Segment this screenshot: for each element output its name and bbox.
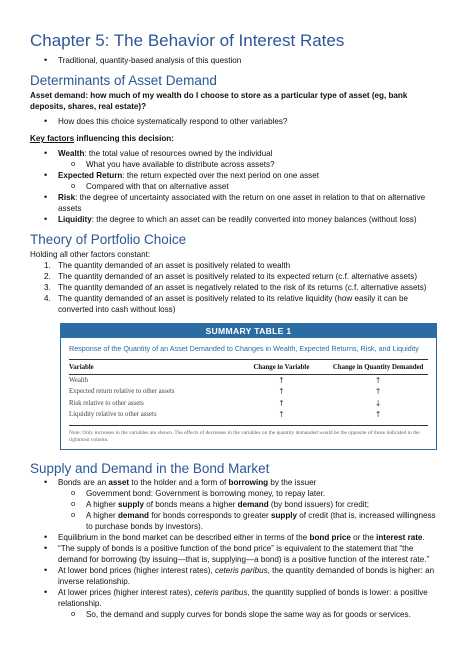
factor-risk: [30, 192, 444, 214]
up-arrow-icon: ↑: [374, 387, 382, 396]
bond-bullet-asset: [30, 477, 444, 488]
text-run: of credit (that is, increased willingness to purchase bonds by investors).: [86, 510, 436, 531]
item-text: The quantity demanded of an asset is positively related to wealth: [58, 261, 291, 270]
table-row: [69, 386, 428, 398]
text-run: Bonds are an: [58, 477, 109, 487]
item-text: The quantity demanded of an asset is positively related to its relative liquidity (how easily it can be converted into cash without loss): [58, 294, 409, 314]
item-number: 1.: [44, 261, 51, 270]
supply-term: supply: [117, 499, 145, 509]
demand-term: demand: [117, 510, 149, 520]
item-number: 3.: [44, 283, 51, 292]
item-number: 4.: [44, 294, 51, 303]
bond-price-term: bond price: [309, 532, 351, 542]
text-run: for bonds corresponds to greater: [149, 510, 271, 520]
row-variable: Liquidity relative to other assets: [69, 411, 157, 418]
col-change-quantity: Change in Quantity Demanded: [332, 363, 424, 371]
col-variable: Variable: [69, 363, 94, 371]
factor-liquidity: [30, 214, 444, 225]
risk-term: Risk: [58, 193, 76, 202]
summary-table: [60, 323, 437, 450]
item-number: 2.: [44, 272, 51, 281]
wealth-sub: o What you have available to distribute across assets?: [30, 159, 444, 170]
text-run: At lower prices (higher interest rates),: [58, 587, 195, 597]
liq-desc: : the degree to which an asset can be readily converted into money balances (without loss): [91, 215, 417, 224]
ceteris-paribus: ceteris paribus: [215, 565, 268, 575]
key-factors-rest: influencing this decision:: [74, 134, 174, 143]
text-run: Equilibrium in the bond market can be described either in terms of the: [58, 532, 310, 542]
interest-rate-term: interest rate: [376, 532, 423, 542]
summary-table-title: SUMMARY TABLE 1: [61, 324, 436, 338]
up-arrow-icon: ↑: [278, 375, 285, 385]
up-arrow-icon: ↑: [278, 398, 285, 408]
text-run: or the: [350, 532, 377, 542]
text-run: (by bond issuers) for credit;: [268, 499, 369, 509]
asset-demand-question: Asset demand: how much of my wealth do I choose to store as a particular type of asset (eg, bank deposits, shares, real estate)?: [30, 91, 408, 111]
text-run: A higher: [86, 499, 118, 509]
er-sub: o Compared with that on alternative asset: [30, 181, 444, 192]
portfolio-item: [30, 271, 444, 282]
item-text: The quantity demanded of an asset is positively related to its expected return (c.f. alternative assets): [58, 272, 418, 281]
text-run: , the quantity supplied of bonds is lower: a positive relationship.: [58, 587, 428, 608]
text-run: by the issuer: [268, 477, 317, 487]
ceteris-paribus: ceteris paribus: [194, 587, 248, 597]
row-variable: Risk relative to other assets: [69, 399, 144, 407]
portfolio-item: [30, 282, 444, 293]
supply-function-bullet: • “The supply of bonds is a positive function of the bond price” is equivalent to the statement that “the demand for borrowing (by issuing—that is, supplying—a bond) is a positive function of the interest rate.”: [30, 543, 444, 565]
er-term: Expected Return: [58, 171, 123, 180]
curves-slope-sub: o So, the demand and supply curves for bonds slope the same way as for goods or services.: [30, 609, 444, 620]
item-text: The quantity demanded of an asset is negatively related to the risk of its returns (c.f. alternative assets): [58, 283, 427, 292]
up-arrow-icon: ↑: [278, 410, 285, 419]
text-run: At lower bond prices (higher interest rates),: [58, 565, 215, 575]
heading-bond-market: Supply and Demand in the Bond Market: [30, 460, 270, 476]
borrowing-term: borrowing: [228, 477, 269, 487]
col-change-variable: Change in Variable: [253, 363, 310, 371]
row-variable: Expected return relative to other assets: [69, 388, 175, 395]
factor-expected-return: [30, 170, 444, 181]
up-arrow-icon: ↑: [374, 410, 382, 419]
demand-sub: [30, 510, 444, 532]
heading-asset-demand: Determinants of Asset Demand: [30, 73, 217, 88]
lower-price-supply-bullet: [30, 587, 444, 609]
text-run: of bonds means a higher: [144, 499, 238, 509]
question-bullet: • How does this choice systematically respond to other variables?: [30, 116, 444, 127]
up-arrow-icon: ↑: [278, 387, 285, 396]
factor-wealth: [30, 148, 444, 159]
text-run: .: [422, 532, 425, 542]
supply-term: supply: [270, 510, 298, 520]
demand-term: demand: [237, 499, 269, 509]
holding-line: Holding all other factors constant:: [30, 250, 151, 259]
er-desc: : the return expected over the next period on one asset: [122, 171, 319, 180]
text-run: , the quantity demanded of bonds is higher: an inverse relationship.: [58, 565, 435, 586]
row-variable: Wealth: [69, 376, 89, 384]
equilibrium-bullet: [30, 532, 444, 543]
text-run: A higher: [86, 510, 118, 520]
risk-desc: : the degree of uncertainty associated with the return on one asset in relation to that on alternative assets: [58, 193, 426, 213]
liq-term: Liquidity: [58, 215, 92, 224]
table-row: [69, 375, 428, 387]
text-run: to the holder and a form of: [129, 477, 229, 487]
up-arrow-icon: ↑: [374, 375, 382, 385]
gov-bond-sub: o Government bond: Government is borrowing money, to repay later.: [30, 488, 444, 499]
supply-sub: [30, 499, 444, 510]
asset-term: asset: [108, 477, 130, 487]
key-factors-line: [30, 133, 444, 144]
summary-table-note: Note: Only increases in the variables are shown. The effects of decreases in the variables on the quantity demanded would be the opposite of those indicated in the rightmost column.: [69, 425, 428, 444]
lower-price-demand-bullet: [30, 565, 444, 587]
chapter-title: Chapter 5: The Behavior of Interest Rates: [30, 31, 345, 50]
summary-table-caption: Response of the Quantity of an Asset Demanded to Changes in Wealth, Expected Returns, Risk, and Liquidity: [69, 344, 428, 360]
key-factors-label: Key factors: [30, 134, 75, 143]
wealth-term: Wealth: [58, 149, 85, 158]
down-arrow-icon: ↓: [374, 398, 382, 408]
table-row: [69, 398, 428, 410]
table-header-row: [69, 362, 428, 375]
wealth-desc: : the total value of resources owned by the individual: [84, 149, 273, 158]
portfolio-item: [30, 293, 444, 315]
table-row: [69, 409, 428, 421]
portfolio-item: [30, 260, 444, 271]
intro-bullet: • Traditional, quantity-based analysis of this question: [30, 55, 444, 66]
heading-portfolio-choice: Theory of Portfolio Choice: [30, 232, 187, 247]
